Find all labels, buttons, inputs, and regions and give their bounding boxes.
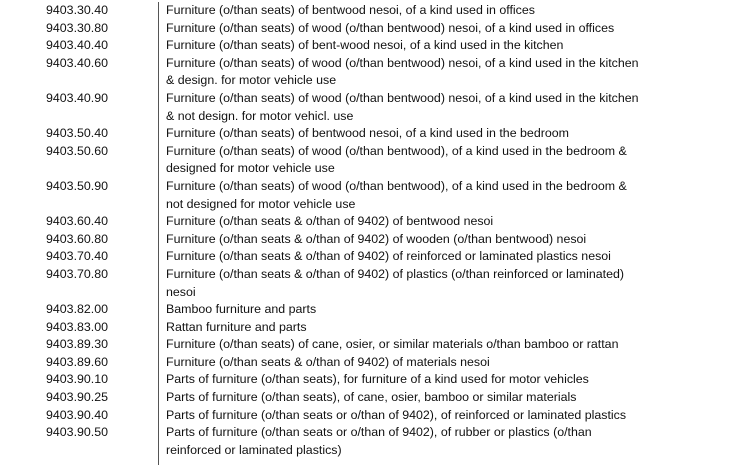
tariff-description	[158, 2, 688, 20]
table-row	[0, 301, 731, 319]
tariff-code: 9403.40.40	[46, 38, 109, 53]
table-row	[0, 389, 731, 407]
table-row	[0, 125, 731, 143]
tariff-description	[158, 407, 688, 425]
description-line: Furniture (o/than seats) of wood (o/than bentwood) nesoi, of a kind used in the kitchen	[166, 90, 639, 105]
tariff-code: 9403.83.00	[46, 319, 109, 334]
description-line: Parts of furniture (o/than seats), of cane, osier, bamboo or similar materials	[166, 390, 577, 405]
description-line: Parts of furniture (o/than seats or o/than of 9402), of reinforced or laminated plastics	[166, 407, 627, 422]
tariff-code: 9403.89.30	[46, 337, 109, 352]
description-line: Furniture (o/than seats) of bentwood nesoi, of a kind used in offices	[166, 3, 535, 17]
tariff-description	[158, 143, 688, 178]
description-line: Furniture (o/than seats) of cane, osier, or similar materials o/than bamboo or rattan	[166, 337, 619, 352]
tariff-description	[158, 37, 688, 55]
description-line: & not design. for motor vehicl. use	[166, 108, 354, 123]
table-row	[0, 319, 731, 337]
table-row	[0, 336, 731, 354]
tariff-code: 9403.50.90	[46, 178, 109, 193]
tariff-description	[158, 125, 688, 143]
table-row	[0, 37, 731, 55]
table-row	[0, 178, 731, 213]
table-row	[0, 2, 731, 20]
description-line: Furniture (o/than seats & o/than of 9402) of plastics (o/than reinforced or laminated)	[166, 266, 625, 281]
tariff-code: 9403.60.40	[46, 214, 109, 229]
description-line: Parts of furniture (o/than seats), for furniture of a kind used for motor vehicles	[166, 372, 589, 387]
table-row	[0, 371, 731, 389]
description-line: Furniture (o/than seats) of wood (o/than bentwood) nesoi, of a kind used in the kitchen	[166, 55, 639, 70]
table-row	[0, 424, 731, 459]
tariff-description	[158, 55, 688, 90]
tariff-code-table	[0, 2, 731, 459]
table-row	[0, 266, 731, 301]
tariff-code: 9403.50.40	[46, 126, 109, 141]
tariff-code: 9403.30.40	[46, 3, 109, 17]
tariff-code: 9403.70.80	[46, 266, 109, 281]
tariff-code: 9403.89.60	[46, 354, 109, 369]
description-line: Furniture (o/than seats) of wood (o/than bentwood), of a kind used in the bedroom &	[166, 143, 627, 158]
tariff-description	[158, 424, 688, 459]
tariff-description	[158, 213, 688, 231]
tariff-description	[158, 319, 688, 337]
table-row	[0, 231, 731, 249]
description-line: Furniture (o/than seats & o/than of 9402) of bentwood nesoi	[166, 214, 494, 229]
table-row	[0, 20, 731, 38]
table-body	[0, 2, 731, 459]
description-line: Furniture (o/than seats & o/than of 9402) of reinforced or laminated plastics nesoi	[166, 249, 611, 264]
tariff-description	[158, 20, 688, 38]
description-line: Furniture (o/than seats & o/than of 9402) of materials nesoi	[166, 354, 490, 369]
description-line: Furniture (o/than seats) of wood (o/than bentwood), of a kind used in the bedroom &	[166, 178, 627, 193]
table-row	[0, 90, 731, 125]
table-row	[0, 55, 731, 90]
description-line: Furniture (o/than seats) of wood (o/than bentwood) nesoi, of a kind used in offices	[166, 20, 615, 35]
description-line: nesoi	[166, 284, 196, 299]
tariff-code: 9403.30.80	[46, 20, 109, 35]
tariff-code: 9403.90.40	[46, 407, 109, 422]
table-row	[0, 248, 731, 266]
description-line: not designed for motor vehicle use	[166, 196, 356, 211]
table-row	[0, 354, 731, 372]
tariff-description	[158, 266, 688, 301]
tariff-description	[158, 371, 688, 389]
description-line: reinforced or laminated plastics)	[166, 442, 342, 457]
description-line: Rattan furniture and parts	[166, 319, 307, 334]
column-divider	[158, 2, 159, 465]
table-row	[0, 213, 731, 231]
tariff-code: 9403.90.50	[46, 425, 109, 440]
tariff-code: 9403.40.90	[46, 90, 109, 105]
tariff-description	[158, 389, 688, 407]
description-line: designed for motor vehicle use	[166, 161, 335, 176]
description-line: Furniture (o/than seats) of bentwood nesoi, of a kind used in the bedroom	[166, 126, 569, 141]
tariff-description	[158, 178, 688, 213]
description-line: Furniture (o/than seats) of bent-wood nesoi, of a kind used in the kitchen	[166, 38, 564, 53]
tariff-description	[158, 231, 688, 249]
description-line: Bamboo furniture and parts	[166, 302, 317, 317]
tariff-code: 9403.82.00	[46, 302, 109, 317]
tariff-description	[158, 301, 688, 319]
tariff-description	[158, 90, 688, 125]
description-line: & design. for motor vehicle use	[166, 73, 337, 88]
tariff-code: 9403.40.60	[46, 55, 109, 70]
description-line: Furniture (o/than seats & o/than of 9402) of wooden (o/than bentwood) nesoi	[166, 231, 587, 246]
tariff-description	[158, 336, 688, 354]
description-line: Parts of furniture (o/than seats or o/than of 9402), of rubber or plastics (o/than	[166, 425, 592, 440]
tariff-code: 9403.90.10	[46, 372, 109, 387]
tariff-description	[158, 248, 688, 266]
table-row	[0, 407, 731, 425]
tariff-code: 9403.90.25	[46, 390, 109, 405]
tariff-code: 9403.50.60	[46, 143, 109, 158]
tariff-description	[158, 354, 688, 372]
tariff-code: 9403.70.40	[46, 249, 109, 264]
tariff-code: 9403.60.80	[46, 231, 109, 246]
table-row	[0, 143, 731, 178]
